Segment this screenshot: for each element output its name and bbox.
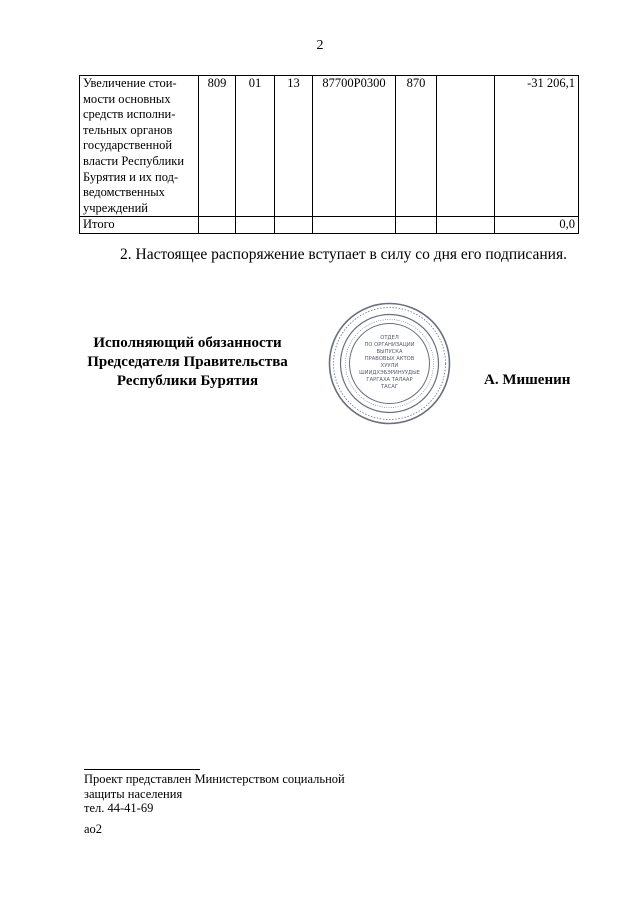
- page-number: 2: [316, 38, 324, 53]
- row-description: [80, 217, 199, 234]
- cell-section: 01: [236, 76, 275, 217]
- seal-text-line: ПРАВОВЫХ АКТОВ: [364, 356, 415, 362]
- cell-target-article: [313, 217, 396, 234]
- seal-text-line: ГАРГАХА ТАЛААР: [366, 377, 413, 383]
- description-line: Итого: [83, 217, 115, 232]
- table-row: [80, 217, 579, 234]
- budget-table: [79, 75, 579, 234]
- footnote-line: защиты населения: [84, 786, 183, 801]
- description-line: государственной: [83, 138, 173, 153]
- position-line: Республики Бурятия: [116, 373, 259, 389]
- seal-text-line: ТАСАГ: [380, 384, 399, 390]
- footnote-line: тел. 44-41-69: [84, 801, 154, 815]
- description-line: мости основных: [83, 91, 171, 106]
- document-code: ао2: [84, 822, 103, 836]
- description-line: средств исполни-: [83, 107, 176, 122]
- table-row: [80, 76, 579, 217]
- official-seal: [327, 301, 452, 426]
- cell-expense-type: [396, 217, 437, 234]
- seal-text-line: ВЫПУСКА: [376, 349, 403, 355]
- seal-text-line: ХУУЛИ: [380, 363, 399, 369]
- position-line: Председателя Правительства: [87, 354, 288, 370]
- footnote-line: Проект представлен Министерством социальной: [84, 772, 345, 786]
- cell-section: [236, 217, 275, 234]
- cell-subsection: [275, 217, 313, 234]
- cell-subsection: 13: [275, 76, 313, 217]
- cell-amount: -31 206,1: [495, 76, 579, 217]
- main-paragraph: 2. Настоящее распоряжение вступает в силу со дня его подписания.: [120, 246, 567, 263]
- footnote: [84, 772, 345, 816]
- cell-amount: 0,0: [495, 217, 579, 234]
- cell-expense-type: 870: [396, 76, 437, 217]
- description-line: учреждений: [83, 200, 148, 215]
- seal-text-line: ШИИДХЭБЭРИНУУДЫЕ: [359, 370, 420, 376]
- signer-position: [80, 334, 295, 391]
- position-line: Исполняющий обязанности: [93, 335, 282, 351]
- seal-text-line: ОТДЕЛ: [380, 335, 399, 341]
- footnote-divider: [84, 769, 200, 770]
- cell-empty: [437, 217, 495, 234]
- description-line: ведомственных: [83, 185, 165, 200]
- signer-name: А. Мишенин: [484, 372, 571, 388]
- description-line: Бурятия и их под-: [83, 169, 179, 184]
- cell-target-article: 87700Р0300: [313, 76, 396, 217]
- row-description: [80, 76, 199, 217]
- description-line: тельных органов: [83, 122, 173, 137]
- cell-ministry-code: [199, 217, 236, 234]
- cell-ministry-code: 809: [199, 76, 236, 217]
- seal-text-line: ПО ОРГАНИЗАЦИИ: [364, 342, 415, 348]
- description-line: Увеличение стои-: [83, 76, 177, 90]
- cell-empty: [437, 76, 495, 217]
- description-line: власти Республики: [83, 153, 185, 168]
